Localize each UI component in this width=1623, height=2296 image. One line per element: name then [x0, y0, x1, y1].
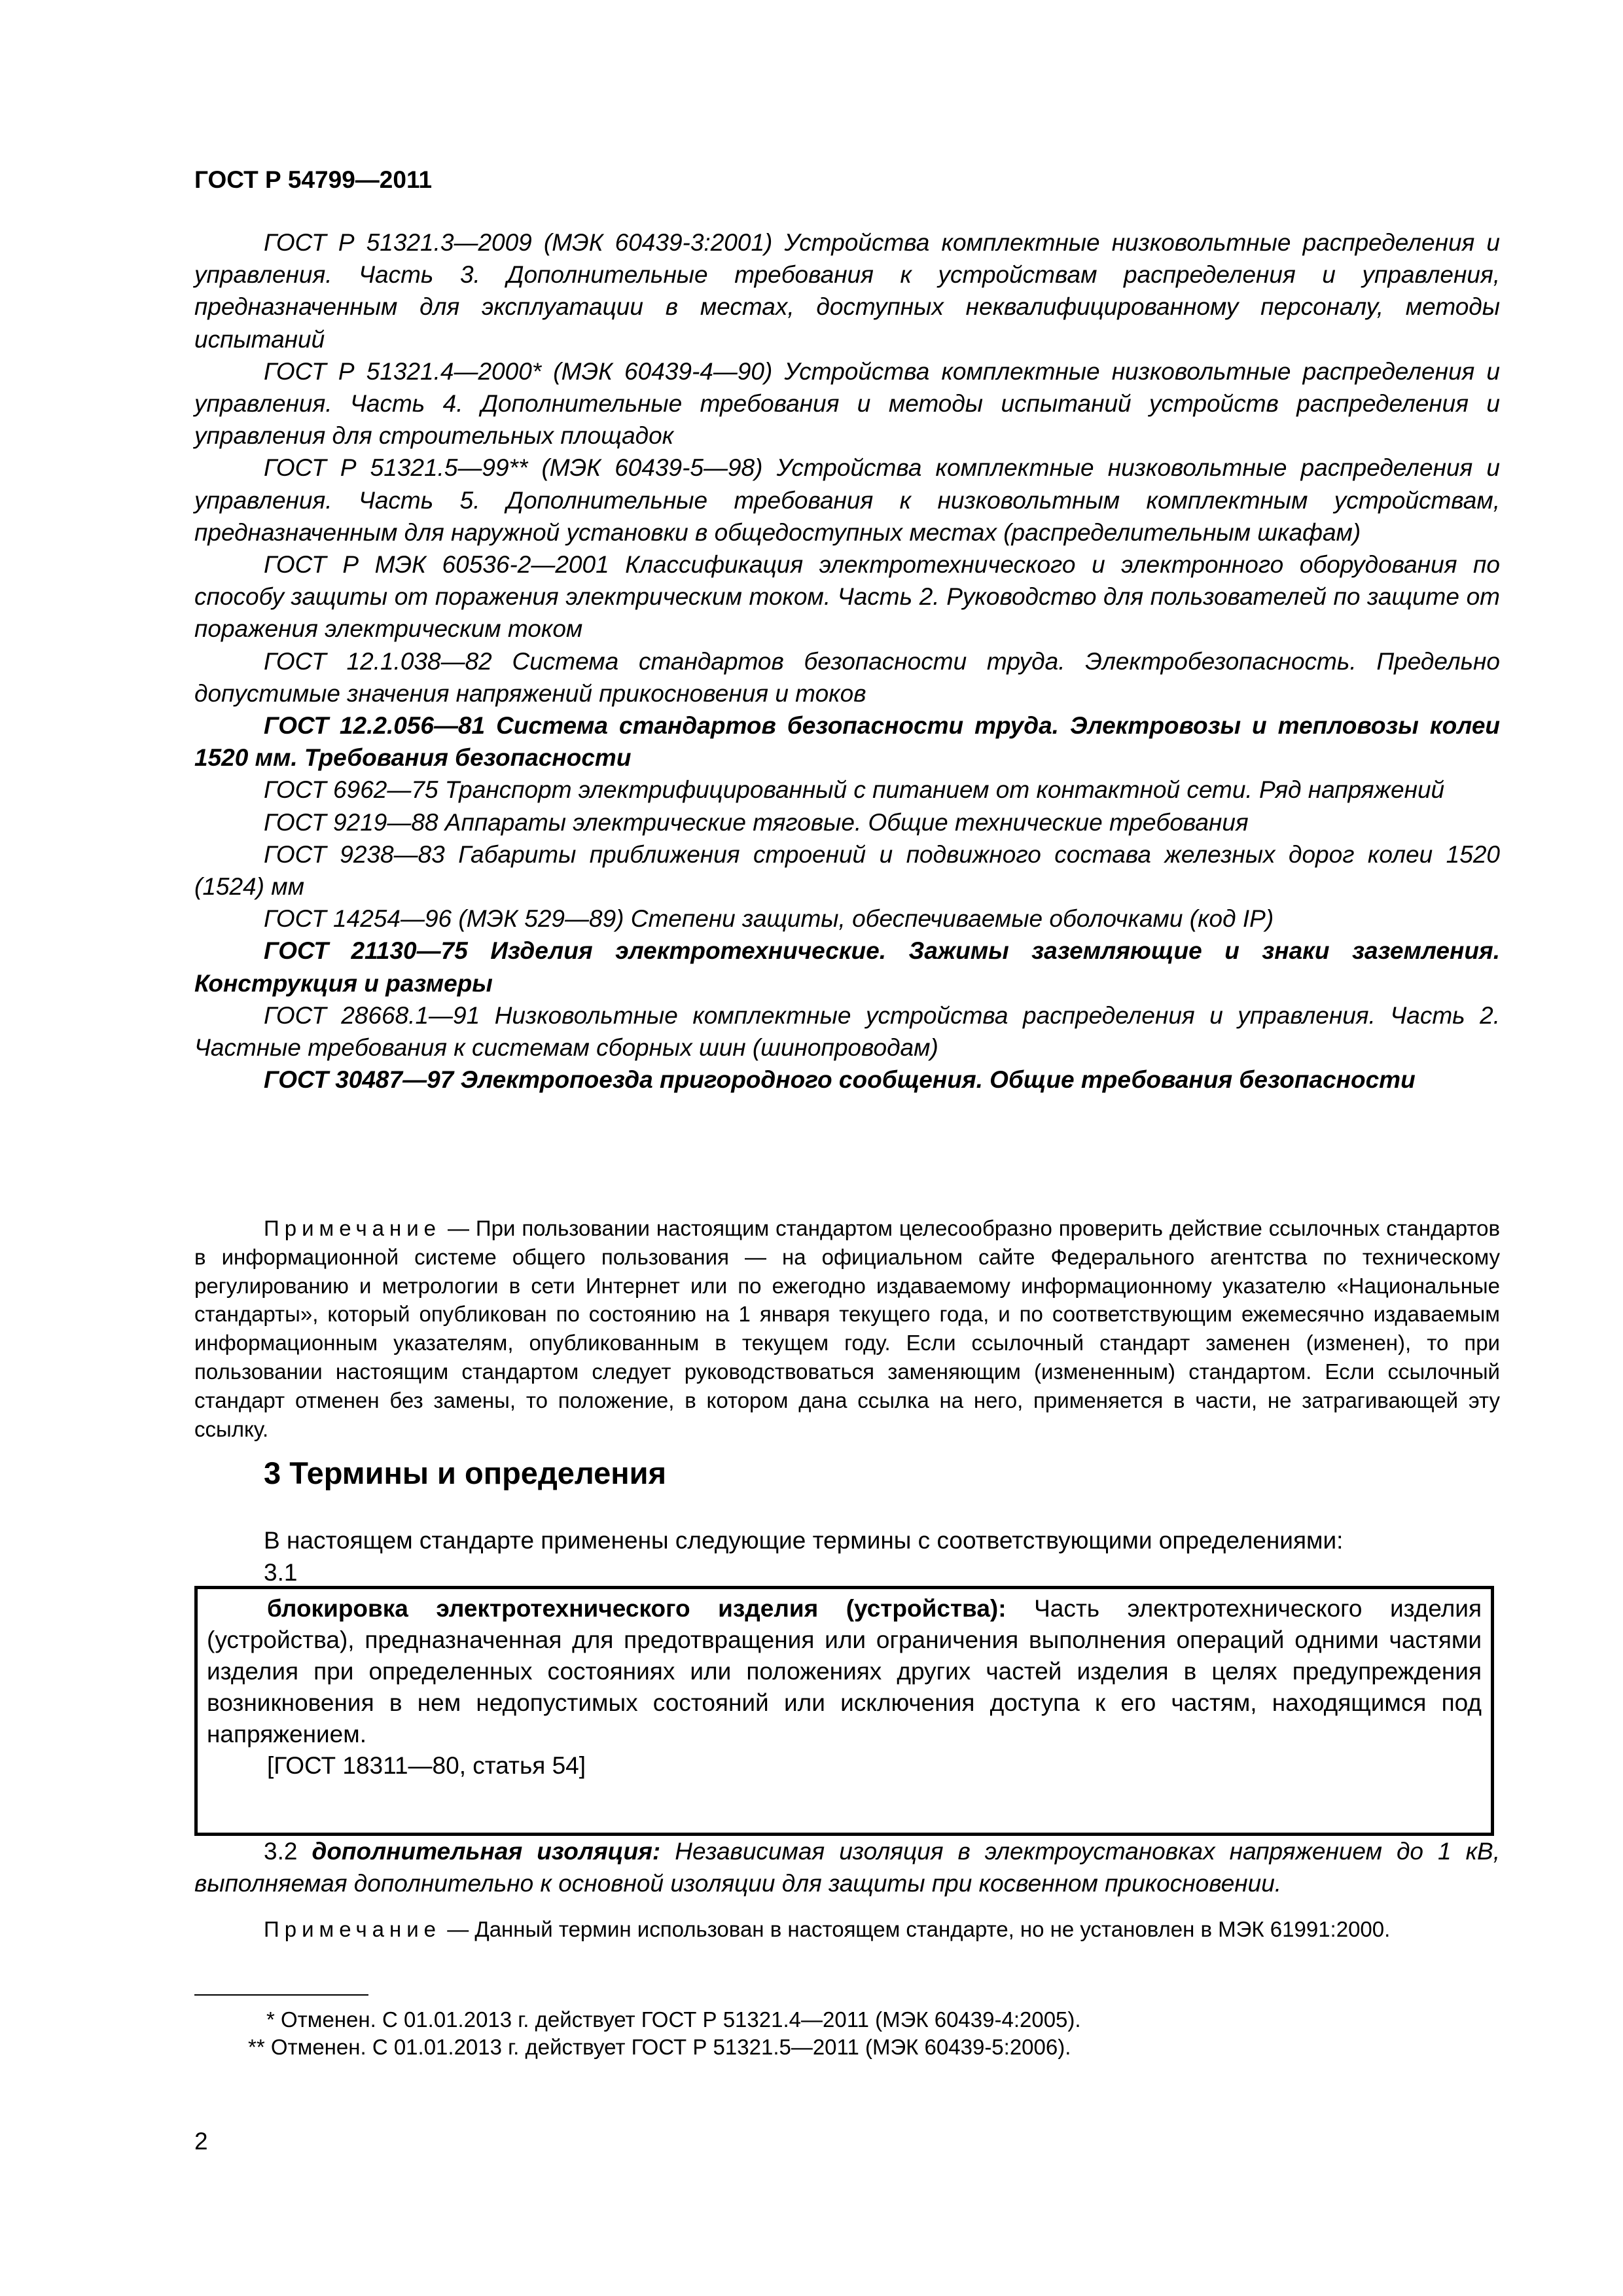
reference-item: ГОСТ 30487—97 Электропоезда пригородного сообщения. Общие требования безопасности — [264, 1066, 1416, 1094]
reference-item: ГОСТ 28668.1—91 Низковольтные комплектные устройства распределения и управления. Часть 2. Частные требования к системам сборных шин (шинопроводам) — [194, 1001, 1500, 1062]
reference-item: ГОСТ 14254—96 (МЭК 529—89) Степени защиты, обеспечиваемые оболочками (код IP) — [264, 905, 1274, 933]
term-text: Часть электротехнического изделия (устройства), предназначенная для предотвращения или ограничения выполнения операций одними частями изделия при определенных состояниях или положениях других частей изделия в целях предупреждения возникновения в нем недопустимых состояний или исключения доступа к его частям, находящимся под напряжением. — [207, 1595, 1482, 1748]
document-header: ГОСТ Р 54799—2011 — [194, 166, 433, 193]
reference-item: ГОСТ 12.1.038—82 Система стандартов безопасности труда. Электробезопасность. Предельно допустимые значения напряжений прикосновения и токов — [194, 647, 1500, 707]
reference-item: ГОСТ Р 51321.4—2000* (МЭК 60439-4—90) Устройства комплектные низковольтные распределения и управления. Часть 4. Дополнительные требования и методы испытаний устройств распределения и управления для строительных площадок — [194, 357, 1500, 450]
footnote: * Отменен. С 01.01.2013 г. действует ГОСТ Р 51321.4—2011 (МЭК 60439-4:2005). — [266, 2007, 1081, 2032]
normative-references — [194, 226, 1500, 1096]
reference-item: ГОСТ 9219—88 Аппараты электрические тяговые. Общие технические требования — [264, 808, 1249, 836]
term-definition — [194, 1835, 1500, 1899]
reference-item: ГОСТ 12.2.056—81 Система стандартов безопасности труда. Электровозы и тепловозы колеи 1520 мм. Требования безопасности — [194, 712, 1500, 772]
reference-item: ГОСТ Р 51321.5—99** (МЭК 60439-5—98) Устройства комплектные низковольтные распределения и управления. Часть 5. Дополнительные требования к низковольтным комплектным устройствам, предназначенным для наружной установки в общедоступных местах (распределительным шкафам) — [194, 454, 1500, 546]
section-intro — [264, 1524, 1343, 1588]
term-definition — [207, 1593, 1482, 1750]
reference-item: ГОСТ 9238—83 Габариты приближения строений и подвижного состава железных дорог колеи 1520 (1524) мм — [194, 840, 1500, 901]
note-text: — При пользовании настоящим стандартом целесообразно проверить действие ссылочных стандартов в информационной системе общего пользования — на официальном сайте Федерального агентства по техническому регулированию и метрологии в сети Интернет или по ежегодно издаваемому информационному указателю «Национальные стандарты», который опубликован по состоянию на 1 января текущего года, и по соответствующим ежемесячно издаваемым информационным указателям, опубликованным в текущем году. Если ссылочный стандарт заменен (изменен), то при пользовании настоящим стандартом следует руководствоваться заменяющим (измененным) стандартом. Если ссылочный стандарт отменен без замены, то положение, в котором дана ссылка на него, применяется в части, не затрагивающей эту ссылку. — [194, 1216, 1500, 1441]
term-source: [ГОСТ 18311—80, статья 54] — [267, 1752, 586, 1779]
reference-item: ГОСТ 6962—75 Транспорт электрифицированный с питанием от контактной сети. Ряд напряжений — [264, 776, 1445, 804]
term-number: 3.2 — [264, 1838, 298, 1865]
reference-item: ГОСТ Р МЭК 60536-2—2001 Классификация электротехнического и электронного оборудования по способу защиты от поражения электрическим током. Часть 2. Руководство для пользователей по защите от поражения электрическим током — [194, 551, 1500, 643]
note-label: Примечание — [264, 1917, 442, 1941]
term-note — [194, 1915, 1500, 1944]
page-number: 2 — [194, 2128, 208, 2155]
footnote-divider — [194, 1994, 368, 1996]
references-note — [194, 1214, 1500, 1443]
note-label: Примечание — [264, 1216, 442, 1240]
footnote: ** Отменен. С 01.01.2013 г. действует ГОСТ Р 51321.5—2011 (МЭК 60439-5:2006). — [248, 2035, 1071, 2059]
reference-item: ГОСТ Р 51321.3—2009 (МЭК 60439-3:2001) Устройства комплектные низковольтные распределения и управления. Часть 3. Дополнительные требования к устройствам распределения и управления, предназначенным для эксплуатации в местах, доступных неквалифицированному персоналу, методы испытаний — [194, 229, 1500, 353]
section-title: 3 Термины и определения — [264, 1456, 666, 1490]
term-definition-box — [194, 1586, 1494, 1836]
term-name: блокировка электротехнического изделия (устройства): — [267, 1595, 1007, 1622]
note-text: — Данный термин использован в настоящем стандарте, но не установлен в МЭК 61991:2000. — [447, 1917, 1391, 1941]
reference-item: ГОСТ 21130—75 Изделия электротехнические. Зажимы заземляющие и знаки заземления. Конструкция и размеры — [194, 937, 1500, 997]
term-text: Независимая изоляция в электроустановках напряжением до 1 кВ, выполняемая дополнительно к основной изоляции для защиты при косвенном прикосновении. — [194, 1838, 1501, 1897]
term-name: дополнительная изоляция: — [312, 1838, 661, 1865]
intro-text: В настоящем стандарте применены следующие термины с соответствующими определениями: — [264, 1527, 1344, 1554]
term-number: 3.1 — [264, 1559, 298, 1587]
